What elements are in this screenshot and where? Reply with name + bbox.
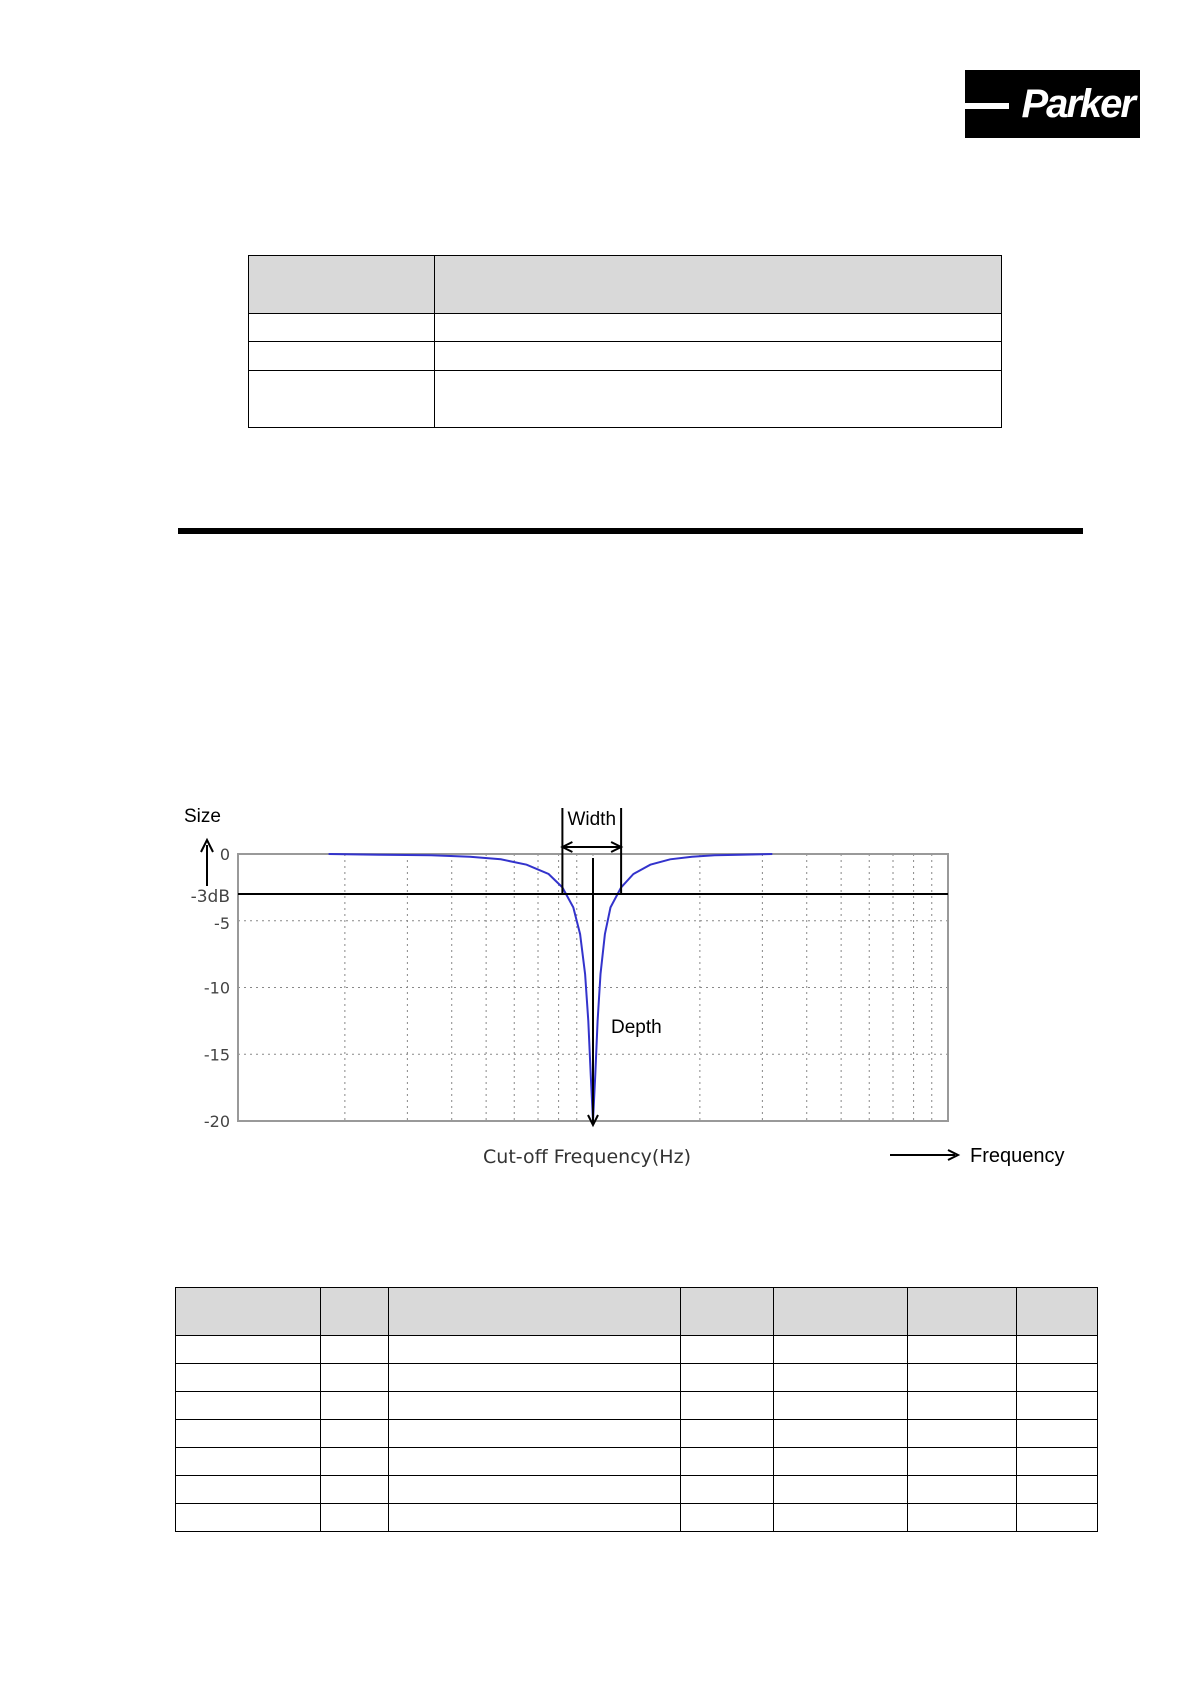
table-cell [320,1504,388,1532]
table-cell [176,1288,321,1336]
table-row [176,1476,1098,1504]
table-cell [176,1336,321,1364]
table-cell [908,1392,1017,1420]
table-cell [908,1288,1017,1336]
table-cell [176,1476,321,1504]
bottom-table [175,1287,1098,1532]
table-cell [320,1364,388,1392]
table-cell [320,1336,388,1364]
table-cell [908,1476,1017,1504]
y-tick-label: -10 [203,978,230,998]
table-cell [908,1336,1017,1364]
table-cell [773,1392,908,1420]
logo-text: Parker [1021,82,1134,126]
table-cell [908,1420,1017,1448]
table-cell [773,1420,908,1448]
depth-label: Depth [611,1017,662,1038]
table-cell [680,1504,773,1532]
table-cell [320,1476,388,1504]
table-cell [773,1364,908,1392]
table-cell [1017,1336,1098,1364]
table-cell [320,1392,388,1420]
table-cell [680,1288,773,1336]
table-cell [908,1364,1017,1392]
y-tick-label: -5 [214,913,230,933]
table-cell [388,1364,680,1392]
table-cell [320,1288,388,1336]
table-row [176,1392,1098,1420]
table-cell [773,1336,908,1364]
table-cell [680,1392,773,1420]
table-cell [680,1336,773,1364]
table-row [176,1448,1098,1476]
table-cell [1017,1476,1098,1504]
table-cell [176,1392,321,1420]
table-cell [388,1504,680,1532]
table-cell [388,1288,680,1336]
table-row [176,1420,1098,1448]
table-cell [773,1476,908,1504]
y-tick-label: -20 [203,1112,230,1131]
y-tick-label: 0 [219,845,230,864]
table-cell [1017,1364,1098,1392]
table-cell [388,1392,680,1420]
table-cell [1017,1504,1098,1532]
table-cell [176,1448,321,1476]
table-cell [176,1420,321,1448]
table-cell [388,1448,680,1476]
width-label: Width [567,809,617,830]
table-cell [908,1504,1017,1532]
table-cell [773,1504,908,1532]
table-cell [680,1364,773,1392]
table-cell [680,1420,773,1448]
table-cell [388,1420,680,1448]
table-cell [176,1364,321,1392]
table-cell [388,1476,680,1504]
x-axis-label: Cut-off Frequency(Hz) [483,1146,691,1168]
table-cell [773,1448,908,1476]
y-axis-label: Size [184,806,221,827]
table-cell [680,1476,773,1504]
table-cell [320,1448,388,1476]
table-row [176,1504,1098,1532]
table-cell [320,1420,388,1448]
table-cell [1017,1420,1098,1448]
table-cell [1017,1448,1098,1476]
table-cell [1017,1392,1098,1420]
table-cell [680,1448,773,1476]
table-cell [388,1336,680,1364]
table-header-row [176,1288,1098,1336]
table-cell [908,1448,1017,1476]
table-cell [176,1504,321,1532]
table-row [176,1336,1098,1364]
table-cell [773,1288,908,1336]
table-row [176,1364,1098,1392]
table-cell [1017,1288,1098,1336]
y-tick-label: -15 [203,1045,230,1065]
y-tick-label: -3dB [190,887,230,908]
frequency-label: Frequency [970,1145,1065,1167]
